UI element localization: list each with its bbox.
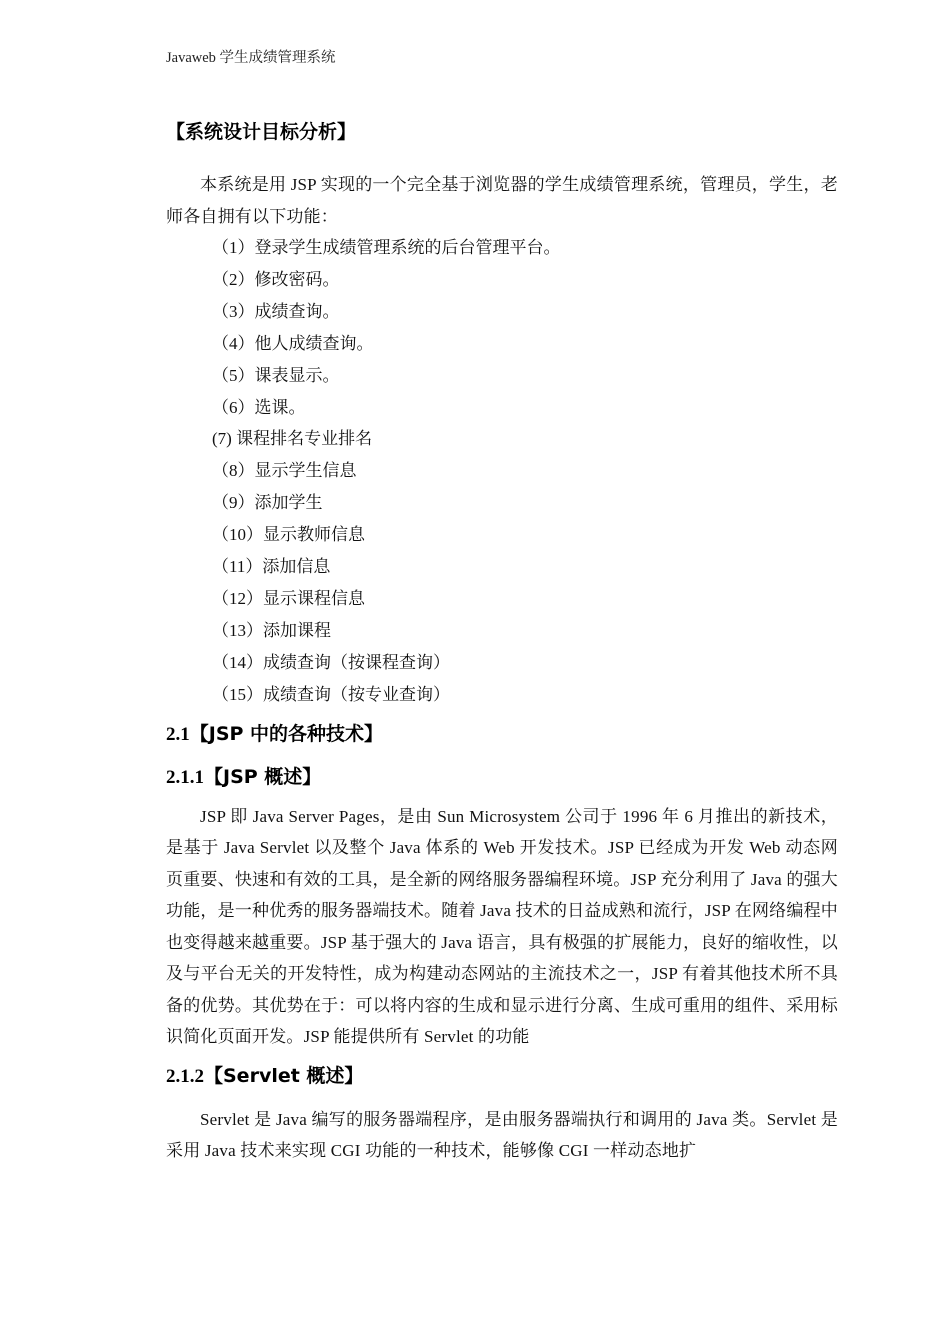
feature-list: [166, 232, 838, 711]
section-2-1-title: 【JSP 中的各种技术】: [189, 722, 384, 745]
feature-item: （3）成绩查询。: [212, 301, 340, 321]
section-2-1-1-number: 2.1.1: [166, 766, 204, 788]
feature-item: （6）选课。: [212, 397, 306, 417]
section-2-1-2-title: 【Servlet 概述】: [204, 1064, 364, 1087]
feature-item: （4）他人成绩查询。: [212, 333, 374, 353]
section-goal-heading: 【系统设计目标分析】: [166, 121, 357, 143]
section-2-1-number: 2.1: [166, 723, 190, 745]
section-2-1-1-heading: [166, 762, 838, 793]
feature-item: （8）显示学生信息: [212, 461, 357, 481]
feature-item: （12）显示课程信息: [212, 588, 365, 608]
section-2-1-1-title: 【JSP 概述】: [204, 765, 322, 788]
section-2-1-1-body: JSP 即 Java Server Pages，是由 Sun Microsystem 公司于 1996 年 6 月推出的新技术，是基于 Java Servlet 以及整个 Java 体系的 Web 开发技术。JSP 已经成为开发 Web 动态网页重要、快速和有效的工具，是全新的网络服务器编程环境。JSP 充分利用了 Java 的强大功能，是一种优秀的服务器端技术。随着 Java 技术的日益成熟和流行，JSP 在网络编程中也变得越来越重要。JSP 基于强大的 Java 语言，具有极强的扩展能力，良好的缩收性，以及与平台无关的开发特性，成为构建动态网站的主流技术之一，JSP 有着其他技术所不具备的优势。其优势在于：可以将内容的生成和显示进行分离、生成可重用的组件、采用标识简化页面开发。JSP 能提供所有 Servlet 的功能: [166, 806, 838, 1047]
feature-item: （2）修改密码。: [212, 269, 340, 289]
feature-item: (7) 课程排名专业排名: [212, 429, 373, 449]
feature-item: （5）课表显示。: [212, 365, 340, 385]
feature-item: （10）显示教师信息: [212, 525, 365, 545]
section-2-1-2-number: 2.1.2: [166, 1065, 204, 1087]
document-body: [166, 117, 838, 1167]
feature-item: （9）添加学生: [212, 493, 323, 513]
section-2-1-2-heading: [166, 1061, 838, 1092]
section-2-1-2-body: Servlet 是 Java 编写的服务器端程序，是由服务器端执行和调用的 Java 类。Servlet 是采用 Java 技术来实现 CGI 功能的一种技术，能够像 CGI 一样动态地扩: [166, 1109, 838, 1161]
feature-item: （1）登录学生成绩管理系统的后台管理平台。: [212, 238, 561, 257]
feature-item: （15）成绩查询（按专业查询）: [212, 684, 450, 704]
running-header: Javaweb 学生成绩管理系统: [166, 50, 336, 66]
feature-item: （13）添加课程: [212, 620, 331, 640]
section-goal-intro: 本系统是用 JSP 实现的一个完全基于浏览器的学生成绩管理系统，管理员，学生，老师各自拥有以下功能：: [166, 175, 838, 226]
feature-item: （14）成绩查询（按课程查询）: [212, 652, 450, 672]
feature-item: （11）添加信息: [212, 557, 331, 577]
section-2-1-heading: [166, 719, 838, 750]
